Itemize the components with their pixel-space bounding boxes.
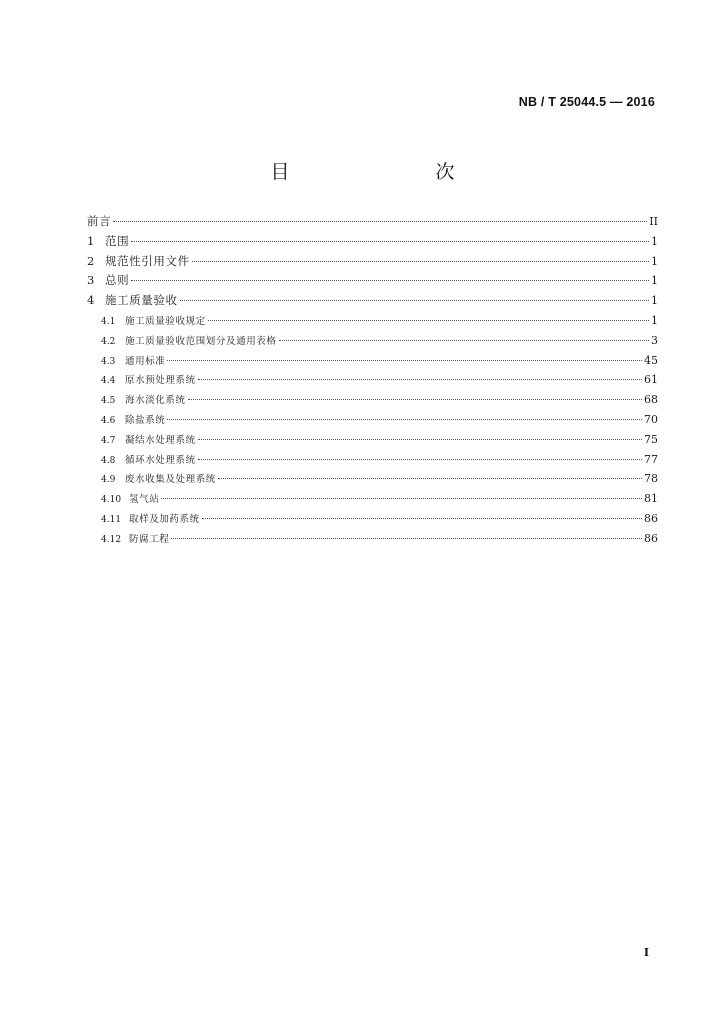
toc-entry-page: 1: [651, 313, 658, 327]
toc-entry-4-10[interactable]: [87, 489, 658, 509]
toc-entry-label: 取样及加药系统: [129, 513, 200, 525]
dot-leader: [218, 478, 642, 479]
toc-entry-label: 防腐工程: [129, 533, 170, 545]
toc-entry-label: 施工质量验收规定: [125, 315, 206, 327]
toc-entry-number: 4.2: [101, 336, 116, 347]
dot-leader: [161, 498, 642, 499]
toc-entry-number: 2: [87, 253, 95, 268]
toc-entry-4-3[interactable]: [87, 351, 658, 371]
toc-entry-number: 4.6: [101, 415, 116, 426]
toc-entry-page: 1: [651, 254, 658, 268]
dot-leader: [279, 340, 649, 341]
page-number: I: [643, 946, 649, 959]
toc-entry-4-6[interactable]: [87, 410, 658, 430]
toc-entry-label: 废水收集及处理系统: [125, 474, 216, 486]
toc-entry-page: 61: [644, 373, 658, 387]
toc-entry-page: 86: [644, 511, 658, 525]
page-title: 目 次: [270, 161, 491, 183]
dot-leader: [192, 261, 649, 262]
toc-entry-number: 4.9: [101, 475, 116, 486]
dot-leader: [171, 538, 642, 539]
dot-leader: [131, 280, 649, 281]
dot-leader: [198, 379, 642, 380]
toc-entry-page: 1: [651, 234, 658, 248]
toc-entry-page: 68: [644, 393, 658, 407]
toc-entry-number: 4.10: [101, 495, 122, 506]
toc-entry-label: 范围: [105, 233, 130, 248]
toc-entry-label: 凝结水处理系统: [125, 434, 196, 446]
toc-entry-4-8[interactable]: [87, 450, 658, 470]
toc-entry-construction-quality-acceptance[interactable]: [87, 291, 658, 311]
toc-entry-4-5[interactable]: [87, 390, 658, 410]
toc-entry-general[interactable]: [87, 271, 658, 291]
dot-leader: [208, 320, 649, 321]
toc-entry-label: 除盐系统: [125, 414, 166, 426]
dot-leader: [167, 419, 642, 420]
toc-entry-number: 1: [87, 233, 95, 248]
standard-code: NB / T 25044.5 — 2016: [518, 95, 655, 109]
toc-entry-label: 海水淡化系统: [125, 395, 186, 407]
toc-entry-page: 75: [644, 432, 658, 446]
toc-entry-4-2[interactable]: [87, 331, 658, 351]
table-of-contents: [87, 212, 658, 549]
toc-entry-4-1[interactable]: [87, 311, 658, 331]
toc-entry-page: 70: [644, 412, 658, 426]
toc-entry-page: 77: [644, 452, 658, 466]
toc-entry-number: 4.3: [101, 356, 116, 367]
toc-entry-scope[interactable]: [87, 232, 658, 252]
toc-entry-page: 45: [644, 353, 658, 367]
toc-entry-label: 施工质量验收范围划分及通用表格: [125, 335, 277, 347]
toc-entry-4-7[interactable]: [87, 430, 658, 450]
toc-entry-page: 1: [651, 274, 658, 288]
toc-entry-number: 4.11: [101, 514, 122, 525]
toc-entry-4-11[interactable]: [87, 509, 658, 529]
toc-entry-4-12[interactable]: [87, 529, 658, 549]
toc-entry-number: 3: [87, 273, 95, 288]
toc-entry-4-4[interactable]: [87, 370, 658, 390]
toc-entry-number: 4.8: [101, 455, 116, 466]
dot-leader: [198, 439, 642, 440]
dot-leader: [202, 518, 642, 519]
dot-leader: [198, 459, 642, 460]
dot-leader: [180, 300, 649, 301]
toc-entry-label: 循环水处理系统: [125, 454, 196, 466]
toc-entry-number: 4.7: [101, 435, 116, 446]
toc-entry-label: 总则: [105, 273, 130, 288]
toc-entry-page: 1: [651, 294, 658, 308]
toc-entry-label: 氢气站: [129, 494, 160, 506]
toc-entry-label: 施工质量验收: [105, 293, 178, 308]
toc-entry-number: 4.4: [101, 376, 116, 387]
dot-leader: [167, 360, 642, 361]
toc-entry-number: 4: [87, 293, 95, 308]
toc-entry-page: 86: [644, 531, 658, 545]
toc-entry-number: 4.12: [101, 534, 122, 545]
toc-entry-number: 4.1: [101, 316, 116, 327]
toc-entry-page: 78: [644, 472, 658, 486]
dot-leader: [113, 221, 647, 222]
toc-entry-page: II: [649, 215, 658, 228]
toc-entry-label: 规范性引用文件: [105, 253, 190, 268]
toc-entry-foreword[interactable]: [87, 212, 658, 232]
dot-leader: [188, 399, 642, 400]
dot-leader: [131, 241, 649, 242]
toc-entry-page: 3: [651, 333, 658, 347]
toc-entry-label: 前言: [87, 214, 112, 228]
toc-entry-4-9[interactable]: [87, 469, 658, 489]
toc-entry-page: 81: [644, 492, 658, 506]
toc-entry-number: 4.5: [101, 396, 116, 407]
toc-entry-label: 原水预处理系统: [125, 375, 196, 387]
toc-entry-normative-references[interactable]: [87, 252, 658, 272]
toc-entry-label: 通用标准: [125, 355, 166, 367]
